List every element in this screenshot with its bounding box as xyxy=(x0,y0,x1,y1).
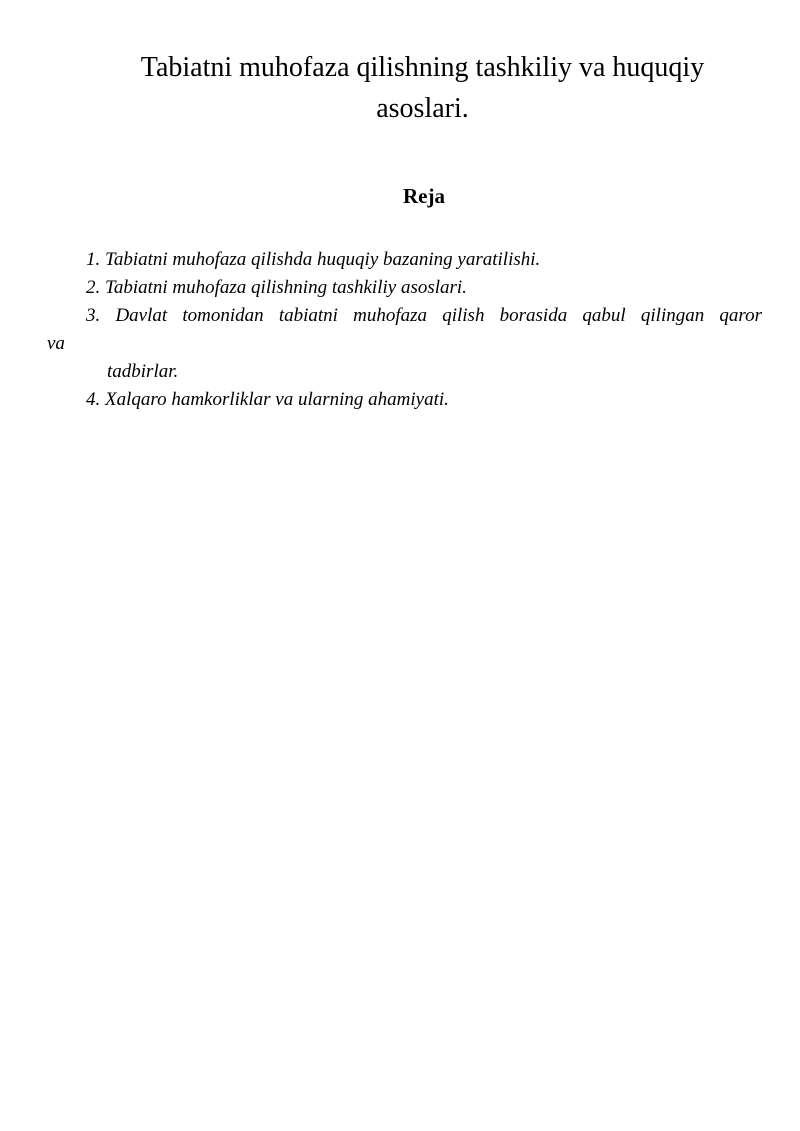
plan-item-2: 2. Tabiatni muhofaza qilishning tashkiliy asoslari. xyxy=(86,277,467,298)
plan-item-3: 3. Davlat tomonidan tabiatni muhofaza qilish borasida qabul qilingan qaror xyxy=(86,305,762,326)
document-title-line-1: Tabiatni muhofaza qilishning tashkiliy va huquqiy xyxy=(140,52,705,83)
plan-item-3-wrap: va xyxy=(47,333,65,354)
document-title-line-2: asoslari. xyxy=(376,93,469,124)
plan-item-4: 4. Xalqaro hamkorliklar va ularning ahamiyati. xyxy=(86,389,449,410)
plan-item-1: 1. Tabiatni muhofaza qilishda huquqiy bazaning yaratilishi. xyxy=(86,249,541,270)
plan-item-3-continuation: tadbirlar. xyxy=(107,361,179,382)
plan-heading: Reja xyxy=(403,184,445,208)
document-title xyxy=(120,47,725,129)
